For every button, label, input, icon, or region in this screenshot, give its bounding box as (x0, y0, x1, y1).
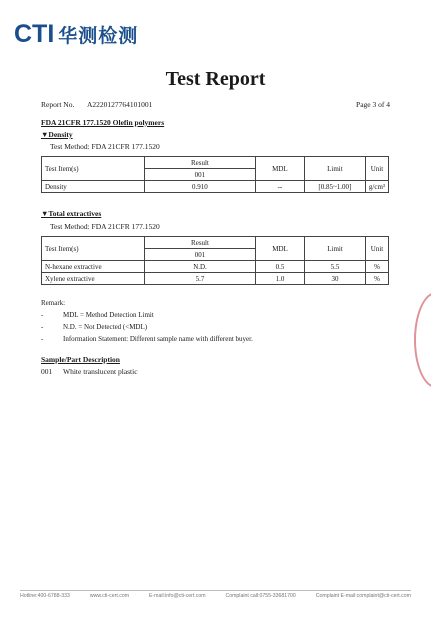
cell-limit: [0.85~1.00] (304, 181, 365, 193)
header-mdl: MDL (255, 157, 304, 181)
section-extractives-method: Test Method: FDA 21CFR 177.1520 (50, 222, 160, 231)
sample-id: 001 (41, 367, 53, 376)
remarks (41, 297, 253, 345)
cell-mdl: 0.5 (256, 261, 305, 273)
footer-email: E-mail:info@cti-cert.com (148, 593, 206, 599)
extractives-table (41, 236, 389, 285)
page-title: Test Report (165, 68, 266, 90)
header-limit: Limit (305, 237, 366, 261)
header-mdl: MDL (256, 237, 305, 261)
cell-limit: 5.5 (305, 261, 366, 273)
header-sample-id: 001 (144, 169, 255, 181)
logo-text-cn: 华测检测 (58, 25, 139, 47)
cell-result: N.D. (145, 261, 256, 273)
section-extractives-heading (41, 209, 101, 218)
header-limit: Limit (304, 157, 365, 181)
density-table (41, 156, 389, 193)
company-logo (14, 20, 138, 49)
table-row (42, 273, 389, 285)
remark-dash: - (41, 311, 44, 319)
company-seal-stamp (414, 292, 431, 388)
cell-unit: g/cm³ (365, 181, 388, 193)
header-unit: Unit (365, 157, 388, 181)
sample-description: White translucent plastic (63, 367, 138, 376)
report-meta (41, 100, 390, 109)
logo-text-en: CTI (14, 20, 55, 48)
header-result: Result (144, 157, 255, 169)
sample-row (41, 367, 138, 376)
header-result: Result (145, 237, 256, 249)
cell-item: Density (42, 181, 145, 193)
cell-mdl: -- (255, 181, 304, 193)
remark-text: MDL = Method Detection Limit (63, 311, 154, 319)
footer-complaint-call: Complaint call:0755-33681700 (225, 593, 296, 599)
section-extractives-label: ▼Total extractives (41, 209, 102, 218)
remark-dash: - (41, 323, 44, 331)
footer-complaint-email: Complaint E-mail:complaint@cti-cert.com (315, 593, 411, 599)
cell-unit: % (366, 273, 389, 285)
regulation-heading: FDA 21CFR 177.1520 Olefin polymers (41, 118, 165, 127)
cell-mdl: 1.0 (256, 273, 305, 285)
cell-item: N-hexane extractive (42, 261, 145, 273)
section-density-method: Test Method: FDA 21CFR 177.1520 (50, 142, 160, 151)
sample-heading: Sample/Part Description (41, 355, 120, 364)
table-row (42, 261, 389, 273)
remark-text: Information Statement: Different sample name with different buyer. (63, 335, 253, 343)
page-number: Page 3 of 4 (356, 100, 390, 109)
remark-text: N.D. = Not Detected (<MDL) (63, 323, 148, 331)
section-density-heading (41, 130, 73, 139)
report-no-value: A2220127764101001 (87, 100, 153, 109)
cell-result: 0.910 (144, 181, 255, 193)
cell-unit: % (366, 261, 389, 273)
cell-item: Xylene extractive (42, 273, 145, 285)
header-item: Test Item(s) (42, 237, 145, 261)
footer-website: www.cti-cert.com (89, 593, 130, 599)
table-header-row (42, 237, 389, 249)
remarks-title: Remark: (41, 299, 66, 307)
footer (20, 593, 411, 599)
remark-dash: - (41, 335, 44, 343)
header-unit: Unit (366, 237, 389, 261)
cell-limit: 30 (305, 273, 366, 285)
section-density-label: ▼Density (41, 130, 73, 139)
cell-result: 5.7 (145, 273, 256, 285)
header-sample-id: 001 (145, 249, 256, 261)
table-header-row (42, 157, 389, 169)
remark-item (41, 333, 253, 345)
report-no-label: Report No. (41, 100, 75, 109)
remark-item (41, 309, 253, 321)
header-item: Test Item(s) (42, 157, 145, 181)
footer-divider (20, 590, 411, 591)
remark-item (41, 321, 253, 333)
footer-hotline: Hotline:400-6788-333 (20, 593, 70, 599)
table-row (42, 181, 389, 193)
